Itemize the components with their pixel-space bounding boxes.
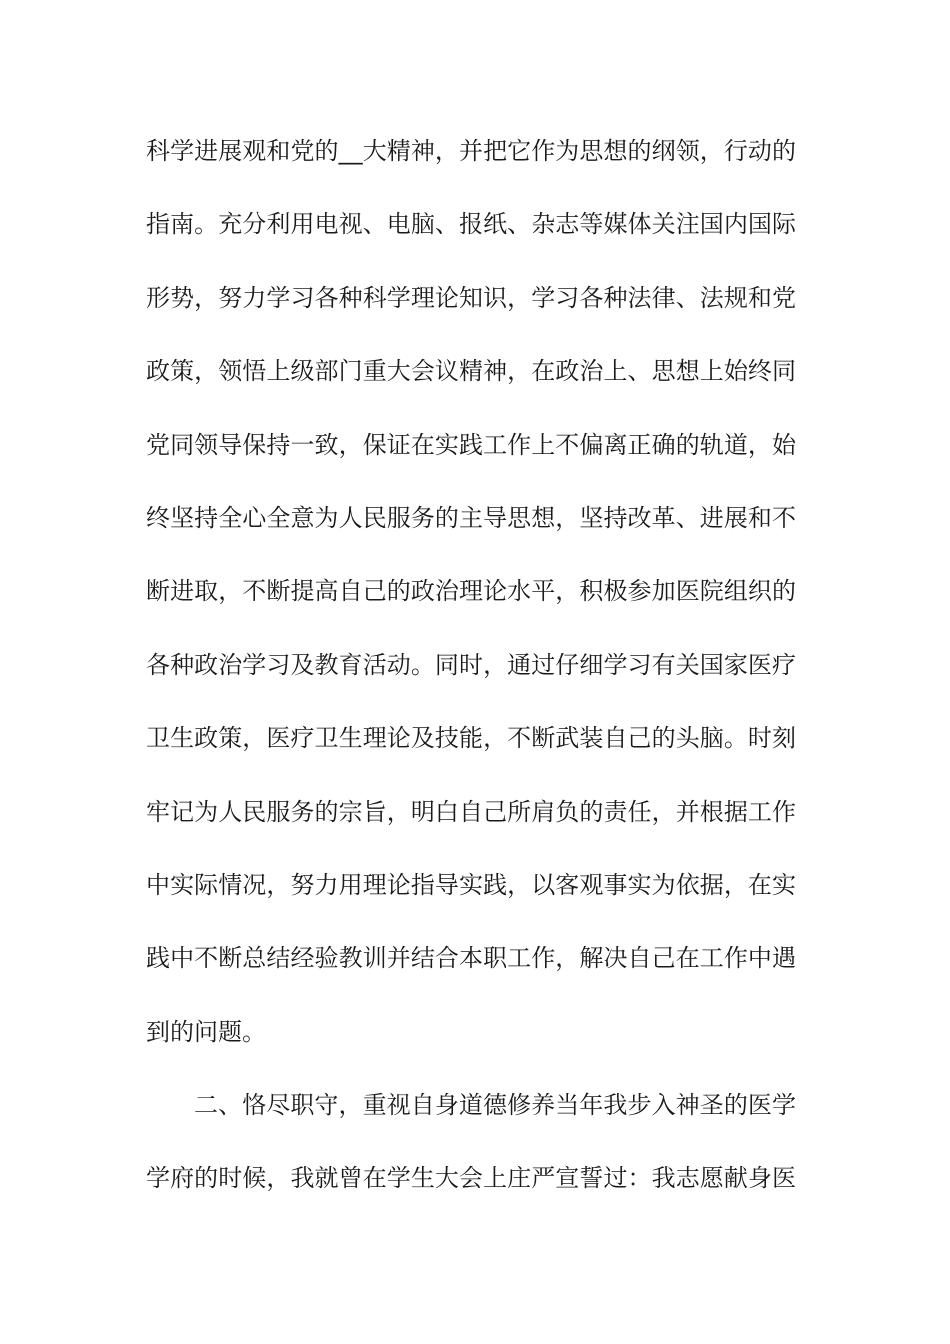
text-line: 形势，努力学习各种科学理论知识，学习各种法律、法规和党 [146, 283, 796, 312]
text-line: 二、恪尽职守，重视自身道德修养当年我步入神圣的医学 [194, 1091, 796, 1120]
text-line: 科学进展观和党的__大精神，并把它作为思想的纲领，行动的 [146, 137, 796, 165]
text-line: 政策，领悟上级部门重大会议精神，在政治上、思想上始终同 [146, 357, 796, 386]
text-line: 各种政治学习及教育活动。同时，通过仔细学习有关国家医疗 [146, 650, 796, 679]
text-line: 学府的时候，我就曾在学生大会上庄严宣誓过：我志愿献身医 [146, 1164, 796, 1193]
text-line: 牢记为人民服务的宗旨，明白自己所肩负的责任，并根据工作 [146, 797, 796, 826]
text-line: 践中不断总结经验教训并结合本职工作，解决自己在工作中遇 [146, 944, 796, 973]
text-line: 中实际情况，努力用理论指导实践，以客观事实为依据，在实 [146, 870, 796, 899]
text-line: 指南。充分利用电视、电脑、报纸、杂志等媒体关注国内国际 [146, 210, 796, 239]
text-line: 到的问题。 [146, 1017, 266, 1046]
text-line: 党同领导保持一致，保证在实践工作上不偏离正确的轨道，始 [146, 430, 796, 459]
body-text [146, 126, 796, 1227]
text-line: 卫生政策，医疗卫生理论及技能，不断武装自己的头脑。时刻 [146, 724, 796, 753]
text-line: 终坚持全心全意为人民服务的主导思想，坚持改革、进展和不 [146, 503, 796, 532]
text-line: 断进取，不断提高自己的政治理论水平，积极参加医院组织的 [146, 577, 796, 606]
